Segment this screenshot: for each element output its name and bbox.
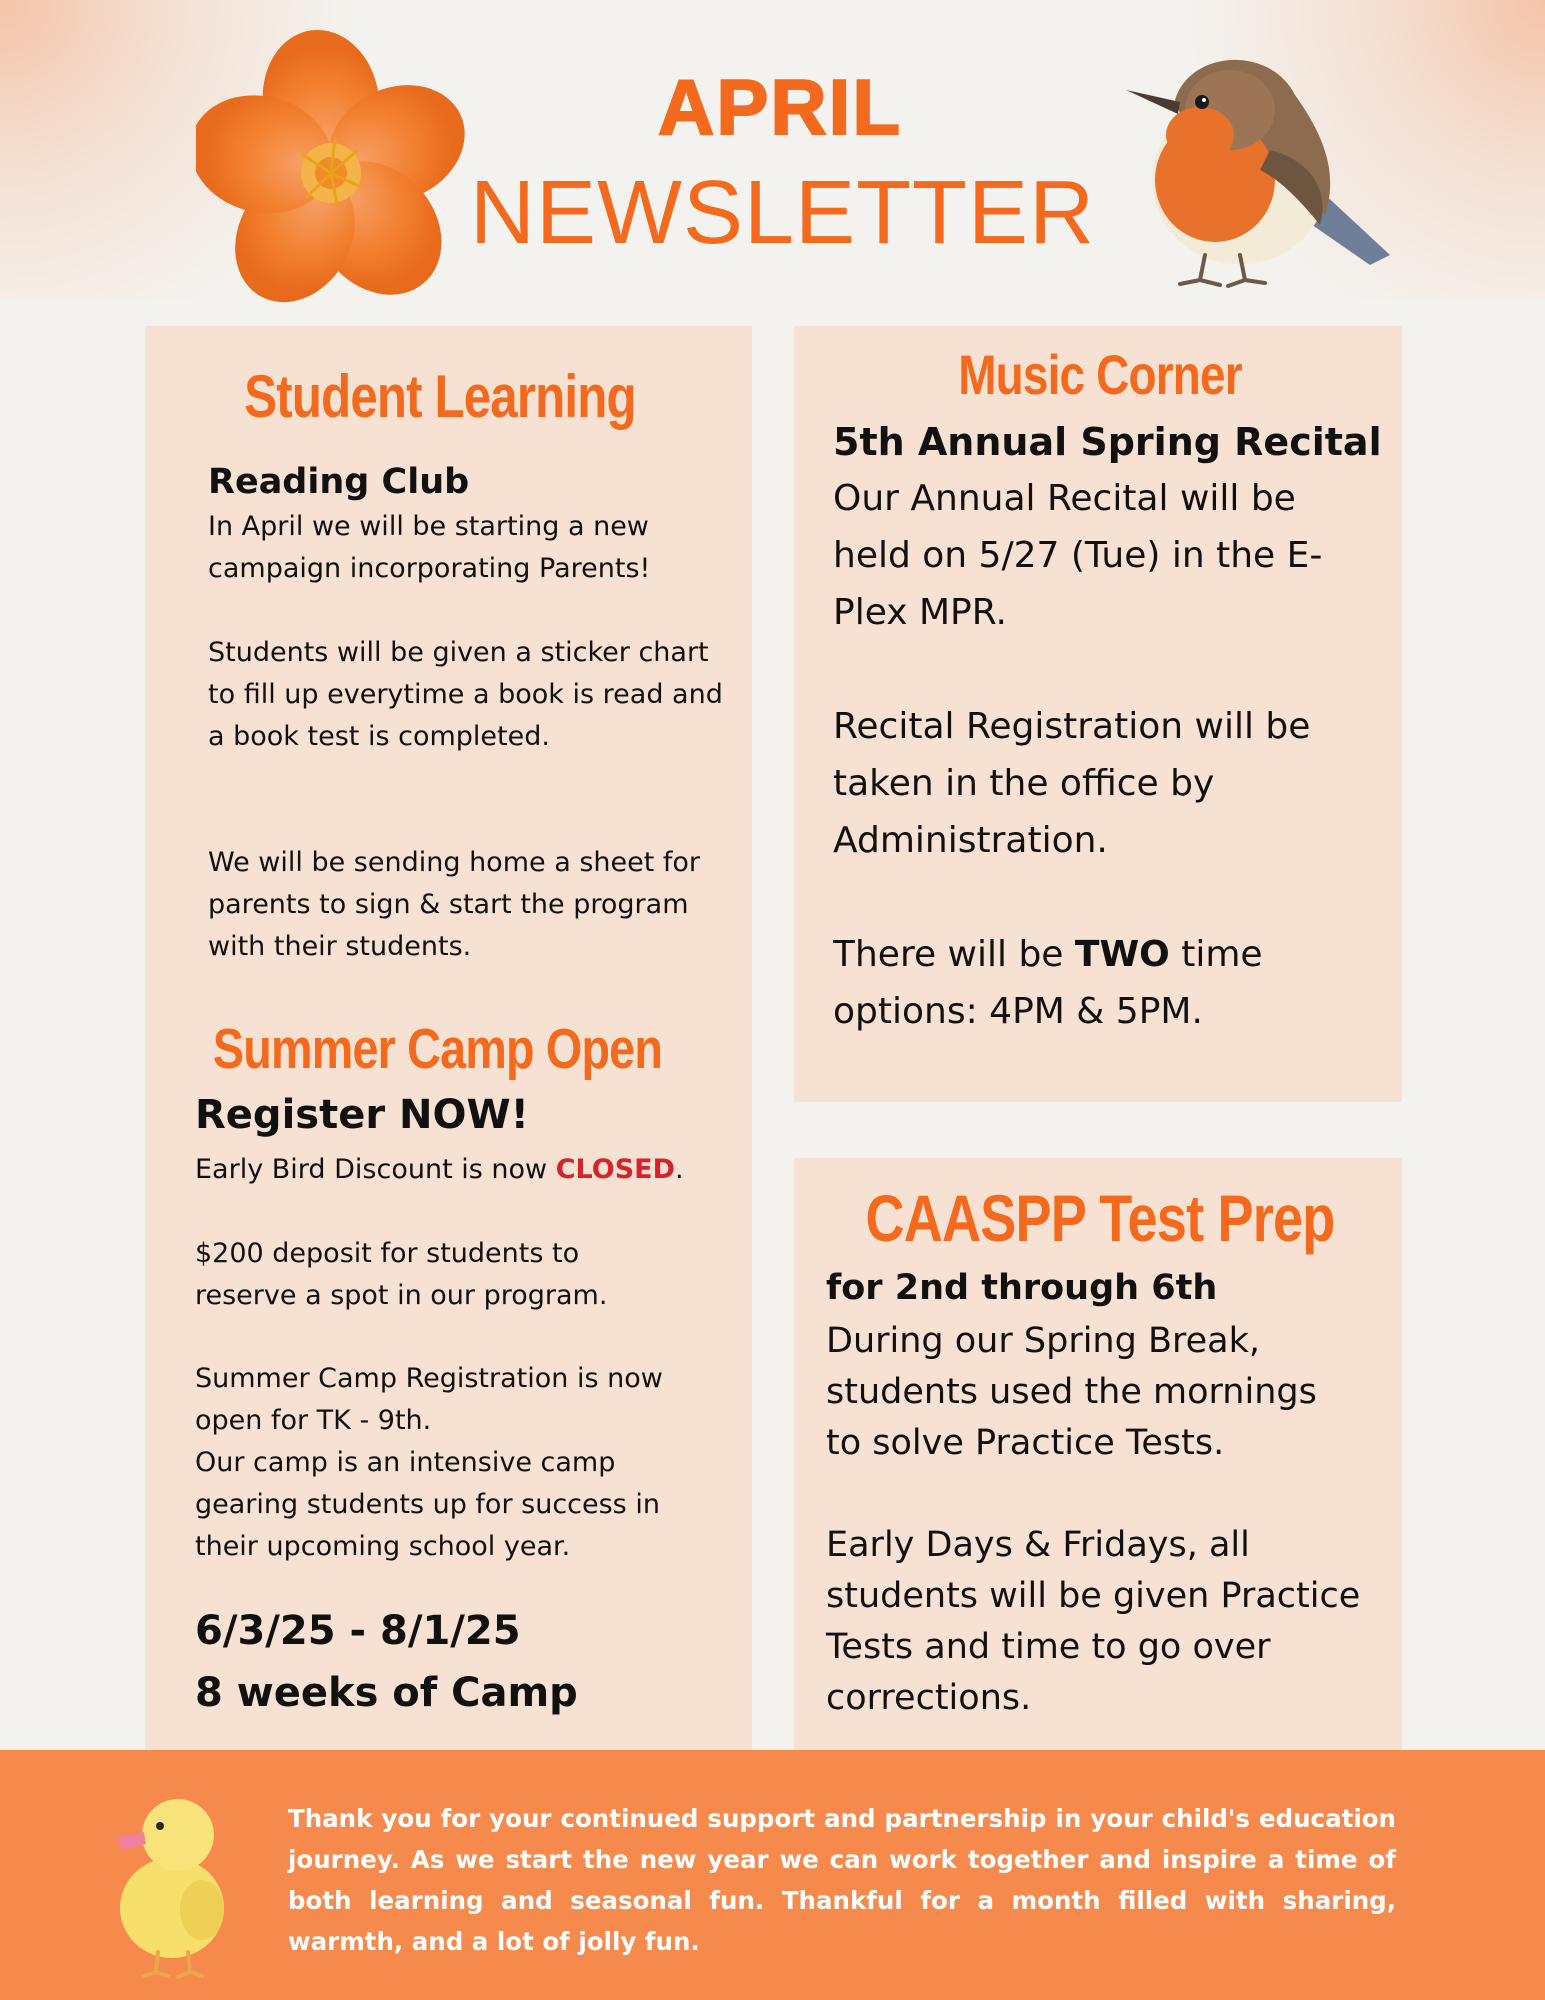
recital-p1: Our Annual Recital will be held on 5/27 (Tue) in the E-Plex MPR.	[833, 478, 1323, 633]
early-bird-period: .	[675, 1154, 684, 1185]
summer-camp-title: Summer Camp Open	[212, 1017, 663, 1081]
reading-club-p1: In April we will be starting a new campaign incorporating Parents!	[208, 511, 651, 584]
caaspp-p1: During our Spring Break, students used the mornings to solve Practice Tests.	[826, 1321, 1317, 1463]
duckling-icon	[110, 1780, 240, 1980]
music-corner-title: Music Corner	[958, 343, 1242, 406]
recital-subtitle: 5th Annual Spring Recital	[833, 420, 1382, 464]
caaspp-title: CAASPP Test Prep	[865, 1181, 1335, 1255]
student-learning-title: Student Learning	[244, 363, 636, 430]
recital-p3	[833, 926, 1353, 1040]
reading-club-p2: Students will be given a sticker chart to fill up everytime a book is read and a book test is completed.	[208, 637, 723, 752]
camp-dates: 6/3/25 - 8/1/25	[195, 1608, 521, 1654]
reading-club-subtitle: Reading Club	[208, 462, 470, 502]
robin-icon	[1120, 40, 1400, 290]
recital-p3-a: There will be	[833, 934, 1075, 975]
recital-p2: Recital Registration will be taken in the office by Administration.	[833, 706, 1311, 861]
early-bird-line	[195, 1149, 755, 1191]
camp-weeks: 8 weeks of Camp	[195, 1670, 578, 1716]
flower-icon	[196, 28, 466, 313]
reading-club-p3: We will be sending home a sheet for parents to sign & start the program with their students.	[208, 847, 701, 962]
recital-p3-c: time options: 4PM & 5PM.	[833, 934, 1263, 1032]
closed-label: CLOSED	[555, 1154, 676, 1185]
caaspp-p2: Early Days & Fridays, all students will be given Practice Tests and time to go over corrections.	[826, 1525, 1361, 1718]
footer-message: Thank you for your continued support and partnership in your child's education journey. As we start the new year we can work together and inspire a time of both learning and seasonal fun. Thankful for a month filled with sharing, warmth, and a lot of jolly fun.	[288, 1804, 1396, 1956]
deposit-text: $200 deposit for students to reserve a spot in our program.	[195, 1238, 608, 1311]
registration-text: Summer Camp Registration is now open for TK - 9th.	[195, 1363, 663, 1436]
title-month: APRIL	[658, 63, 902, 151]
early-bird-text: Early Bird Discount is now	[195, 1154, 556, 1185]
title-newsletter: NEWSLETTER	[470, 163, 1096, 263]
caaspp-subtitle: for 2nd through 6th	[826, 1268, 1218, 1308]
camp-description: Our camp is an intensive camp gearing students up for success in their upcoming school year.	[195, 1447, 660, 1562]
register-now-subtitle: Register NOW!	[195, 1092, 529, 1138]
recital-two: TWO	[1074, 934, 1170, 975]
